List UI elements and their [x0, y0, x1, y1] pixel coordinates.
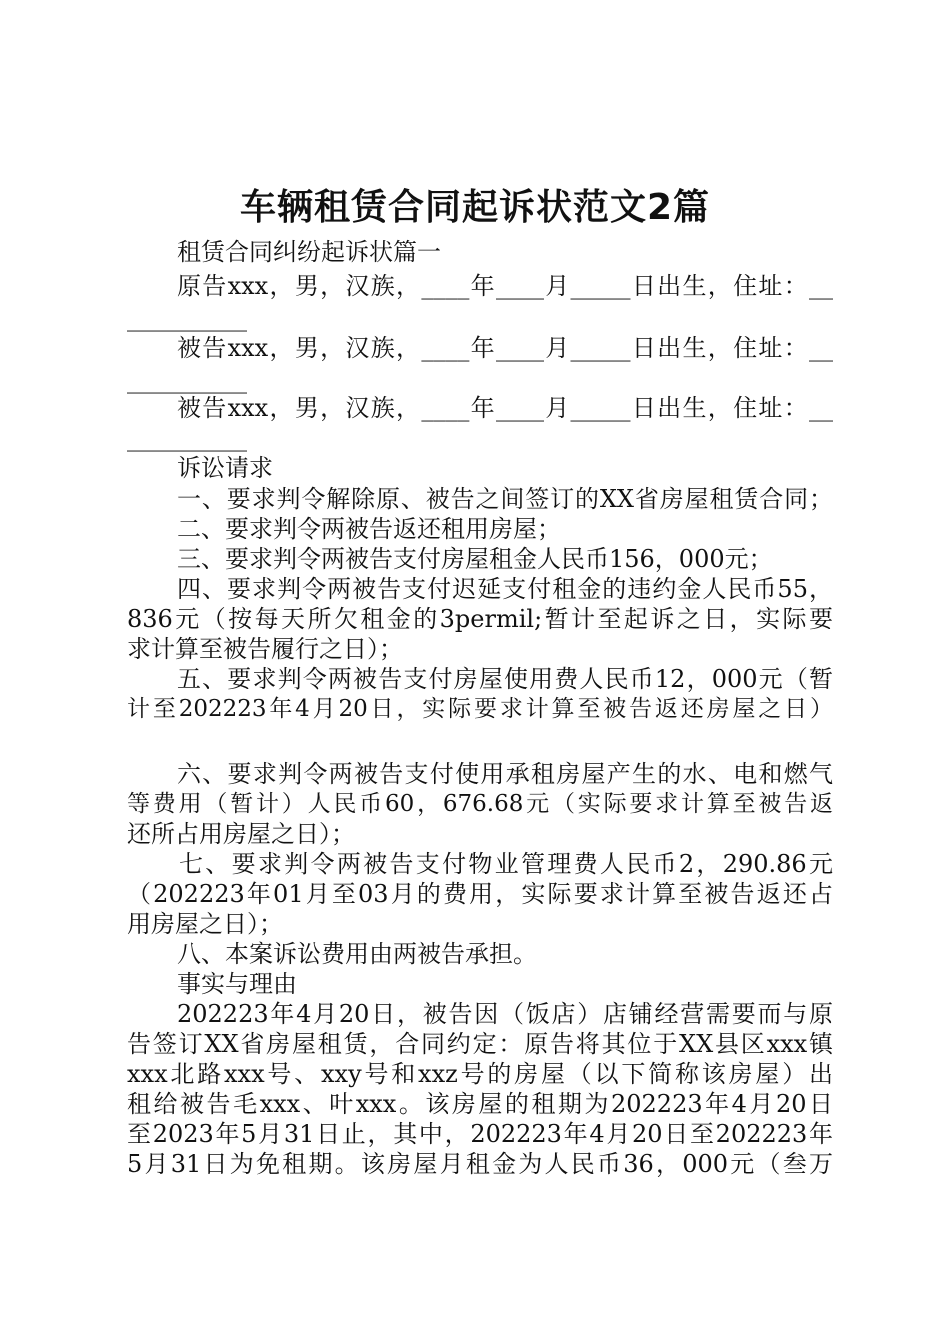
claim-1: 一、要求判令解除原、被告之间签订的XX省房屋租赁合同；	[177, 485, 833, 513]
claim-5: 五、要求判令两被告支付房屋使用费人民币12，000元（暂	[177, 665, 833, 693]
claim-7-cont-2: 用房屋之日）；	[127, 910, 283, 938]
claim-4: 四、要求判令两被告支付迟延支付租金的违约金人民币55，	[177, 575, 833, 603]
facts-line-2: 告签订XX省房屋租赁，合同约定：原告将其位于XX县区xxx镇	[127, 1030, 833, 1058]
claim-4-cont-2: 求计算至被告履行之日）；	[127, 635, 403, 663]
defendant-line-2-cont: __________	[127, 424, 247, 452]
plaintiff-line-cont: __________	[127, 304, 247, 332]
defendant-line-1-cont: __________	[127, 366, 247, 394]
defendant-line-2: 被告xxx，男，汉族，____年____月_____日出生，住址：__	[177, 394, 833, 422]
claim-6-cont-2: 还所占用房屋之日）；	[127, 820, 355, 848]
section-heading: 租赁合同纠纷起诉状篇一	[177, 238, 441, 266]
claim-7-cont-1: （202223年01月至03月的费用，实际要求计算至被告返还占	[127, 880, 833, 908]
facts-heading: 事实与理由	[177, 970, 297, 998]
facts-line-4: 租给被告毛xxx、叶xxx。该房屋的租期为202223年4月20日	[127, 1090, 833, 1118]
document-title: 车辆租赁合同起诉状范文2篇	[239, 187, 711, 228]
facts-line-1: 202223年4月20日，被告因（饭店）店铺经营需要而与原	[177, 1000, 833, 1028]
claim-7: 七、要求判令两被告支付物业管理费人民币2，290.86元	[179, 850, 833, 878]
plaintiff-line: 原告xxx，男，汉族，____年____月_____日出生，住址：__	[177, 272, 833, 300]
facts-line-5: 至2023年5月31日止，其中，202223年4月20日至202223年	[127, 1120, 833, 1148]
facts-line-6: 5月31日为免租期。该房屋月租金为人民币36，000元（叁万	[127, 1150, 833, 1178]
claim-6-cont-1: 等费用（暂计）人民币60，676.68元（实际要求计算至被告返	[127, 791, 833, 817]
claim-5-cont: 计至202223年4月20日，实际要求计算至被告返还房屋之日）	[127, 696, 833, 722]
claim-2: 二、要求判令两被告返还租用房屋；	[177, 515, 561, 543]
claim-8: 八、本案诉讼费用由两被告承担。	[177, 940, 537, 968]
claim-6: 六、要求判令两被告支付使用承租房屋产生的水、电和燃气	[177, 760, 833, 788]
defendant-line-1: 被告xxx，男，汉族，____年____月_____日出生，住址：__	[177, 334, 833, 362]
claim-3: 三、要求判令两被告支付房屋租金人民币156，000元；	[177, 545, 773, 573]
facts-line-3: xxx北路xxx号、xxy号和xxz号的房屋（以下简称该房屋）出	[127, 1060, 833, 1088]
claims-heading: 诉讼请求	[177, 454, 273, 482]
claim-4-cont-1: 836元（按每天所欠租金的3permil;暂计至起诉之日，实际要	[127, 605, 833, 633]
